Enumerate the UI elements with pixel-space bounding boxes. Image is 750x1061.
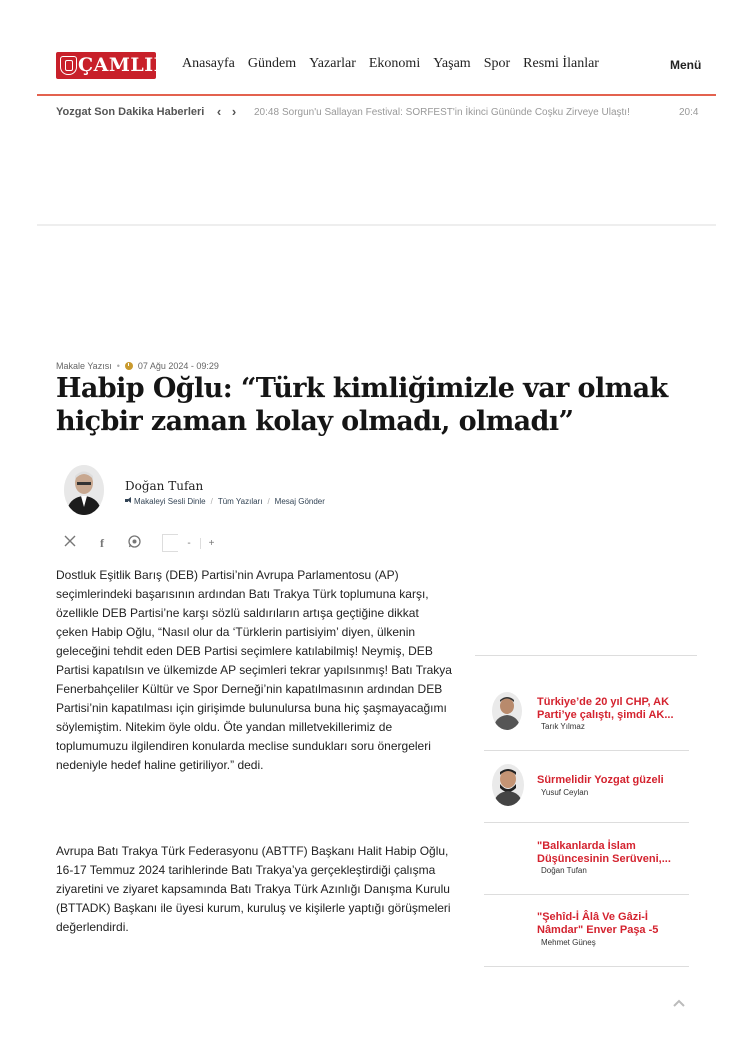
all-articles-link[interactable]: Tüm Yazıları [217, 497, 263, 506]
speaker-icon [125, 497, 132, 504]
ticker-divider [37, 224, 716, 226]
article-title: Habip Oğlu: “Türk kimliğimizle var olmak hiçbir zaman kolay olmadı, olmadı” [56, 373, 668, 437]
main-nav [182, 56, 599, 72]
news-ticker [0, 96, 750, 130]
share-bar [62, 533, 222, 553]
clock-icon [125, 362, 133, 370]
nav-item-anasayfa[interactable]: Anasayfa [182, 56, 235, 71]
article-paragraph: Dostluk Eşitlik Barış (DEB) Partisi’nin Avrupa Parlamentosu (AP) seçimlerindeki başarısının ardından Batı Trakya Türk toplumuna karşı, özellikle DEB Partisi’ne karşı sözlü saldırıların artışa geçtiğine dikkat çeken Habip Oğlu, “Nasıl olur da ‘Türklerin partisiyim’ diyen, ülkenin geleceğini tehdit eden DEB Partisi seçimlere katılabilmiş! Neymiş, DEB Partisi kapatılsın ve ülkemizde AP seçimleri tekrar yapılsınmış! Batı Trakya Fenerbahçeliler Kültür ve Spor Derneği’nin kapatılmasının ardından DEB Partisi’nin kapatılması için girişimde bulunulursa buna hiç şaşmayacağımı söylemiştim. Nitekim öyle oldu. Öte yandan milletvekillerimiz de toplumumuzu ilgilendiren konularda meclise sundukları soru önergeleri nedeniyle hedef haline getiriliyor.” dedi. [56, 568, 452, 772]
sidebar-article-author: Tarık Yılmaz [541, 722, 585, 731]
article-category-link[interactable]: Makale Yazısı [56, 361, 112, 371]
chevron-right-icon[interactable]: › [231, 104, 237, 119]
ticker-label: Yozgat Son Dakika Haberleri [56, 106, 205, 118]
sidebar-article-author: Doğan Tufan [541, 866, 587, 875]
sidebar-article-author: Yusuf Ceylan [541, 788, 589, 797]
send-message-link[interactable]: Mesaj Gönder [274, 497, 325, 506]
sidebar-article-title[interactable]: "Balkanlarda İslam Düşüncesinin Serüveni,... [537, 840, 671, 865]
logo-seal-icon [60, 56, 77, 75]
sidebar-article-author: Mehmet Güneş [541, 938, 596, 947]
facebook-icon[interactable]: f [100, 536, 104, 550]
ticker-next-time: 20:4 [679, 107, 699, 118]
font-size-stepper [162, 534, 222, 552]
article-date: 07 Ağu 2024 - 09:29 [137, 361, 219, 371]
nav-item-resmi-ilanlar[interactable]: Resmi İlanlar [523, 56, 599, 71]
counter-box [162, 534, 178, 552]
sidebar-article[interactable] [484, 824, 689, 894]
site-logo[interactable] [56, 52, 171, 79]
author-links [125, 497, 325, 506]
link-separator: / [210, 497, 213, 506]
sidebar-divider [475, 655, 697, 656]
sidebar-divider [484, 750, 689, 751]
listen-article-link[interactable] [125, 497, 206, 506]
nav-item-yasam[interactable]: Yaşam [433, 56, 471, 71]
whatsapp-icon[interactable] [126, 535, 142, 551]
sidebar-article-title[interactable]: "Şehîd-İ Âlâ Ve Gâzi-İ Nâmdar" Enver Paşa -5 [537, 911, 659, 936]
article-meta [56, 361, 219, 371]
listen-article-label: Makaleyi Sesli Dinle [134, 497, 206, 506]
sidebar-article-title[interactable]: Türkiye’de 20 yıl CHP, AK Parti’ye çalıştı, şimdi AK... [537, 696, 674, 721]
logo-text: ÇAMLIK [78, 54, 171, 76]
article-paragraph: Avrupa Batı Trakya Türk Federasyonu (ABTTF) Başkanı Halit Habip Oğlu, 16-17 Temmuz 2024 tarihlerinde Batı Trakya’ya gerçekleştirdiği çalışma ziyaretini ve ziyaret kapsamında Batı Trakya Türk Azınlığı Danışma Kurulu (BTTADK) Başkanı ile üyesi kurum, kuruluş ve kişilerle yaptığı görüşmeleri değerlendirdi. [56, 844, 451, 934]
sidebar-divider [484, 822, 689, 823]
author-name-link[interactable]: Doğan Tufan [125, 479, 204, 493]
ticker-time: 20:48 [254, 107, 280, 118]
nav-item-yazarlar[interactable]: Yazarlar [309, 56, 356, 71]
author-avatar [492, 764, 524, 806]
site-header [0, 0, 750, 96]
nav-item-spor[interactable]: Spor [483, 56, 511, 71]
author-avatar [492, 692, 522, 730]
meta-separator: • [116, 361, 120, 371]
sidebar-divider [484, 894, 689, 895]
sidebar-article-title[interactable]: Sürmelidir Yozgat güzeli [537, 774, 664, 786]
x-twitter-icon[interactable] [62, 535, 78, 551]
sidebar-article[interactable] [484, 752, 689, 822]
increase-font-button[interactable]: + [200, 538, 222, 549]
ticker-headline-link[interactable]: Sorgun'u Sallayan Festival: SORFEST'in İkinci Gününde Coşku Zirveye Ulaştı! [282, 107, 630, 118]
scroll-to-top-icon[interactable] [672, 995, 686, 1005]
author-avatar[interactable] [64, 465, 104, 515]
decrease-font-button[interactable]: - [187, 537, 191, 549]
sidebar-article[interactable] [484, 896, 689, 966]
sidebar-article[interactable] [484, 680, 689, 750]
chevron-left-icon[interactable]: ‹ [216, 104, 222, 119]
link-separator: / [267, 497, 270, 506]
menu-button[interactable]: Menü [670, 58, 702, 72]
nav-item-gundem[interactable]: Gündem [247, 56, 297, 71]
nav-item-ekonomi[interactable]: Ekonomi [368, 56, 421, 71]
sidebar-divider [484, 966, 689, 967]
